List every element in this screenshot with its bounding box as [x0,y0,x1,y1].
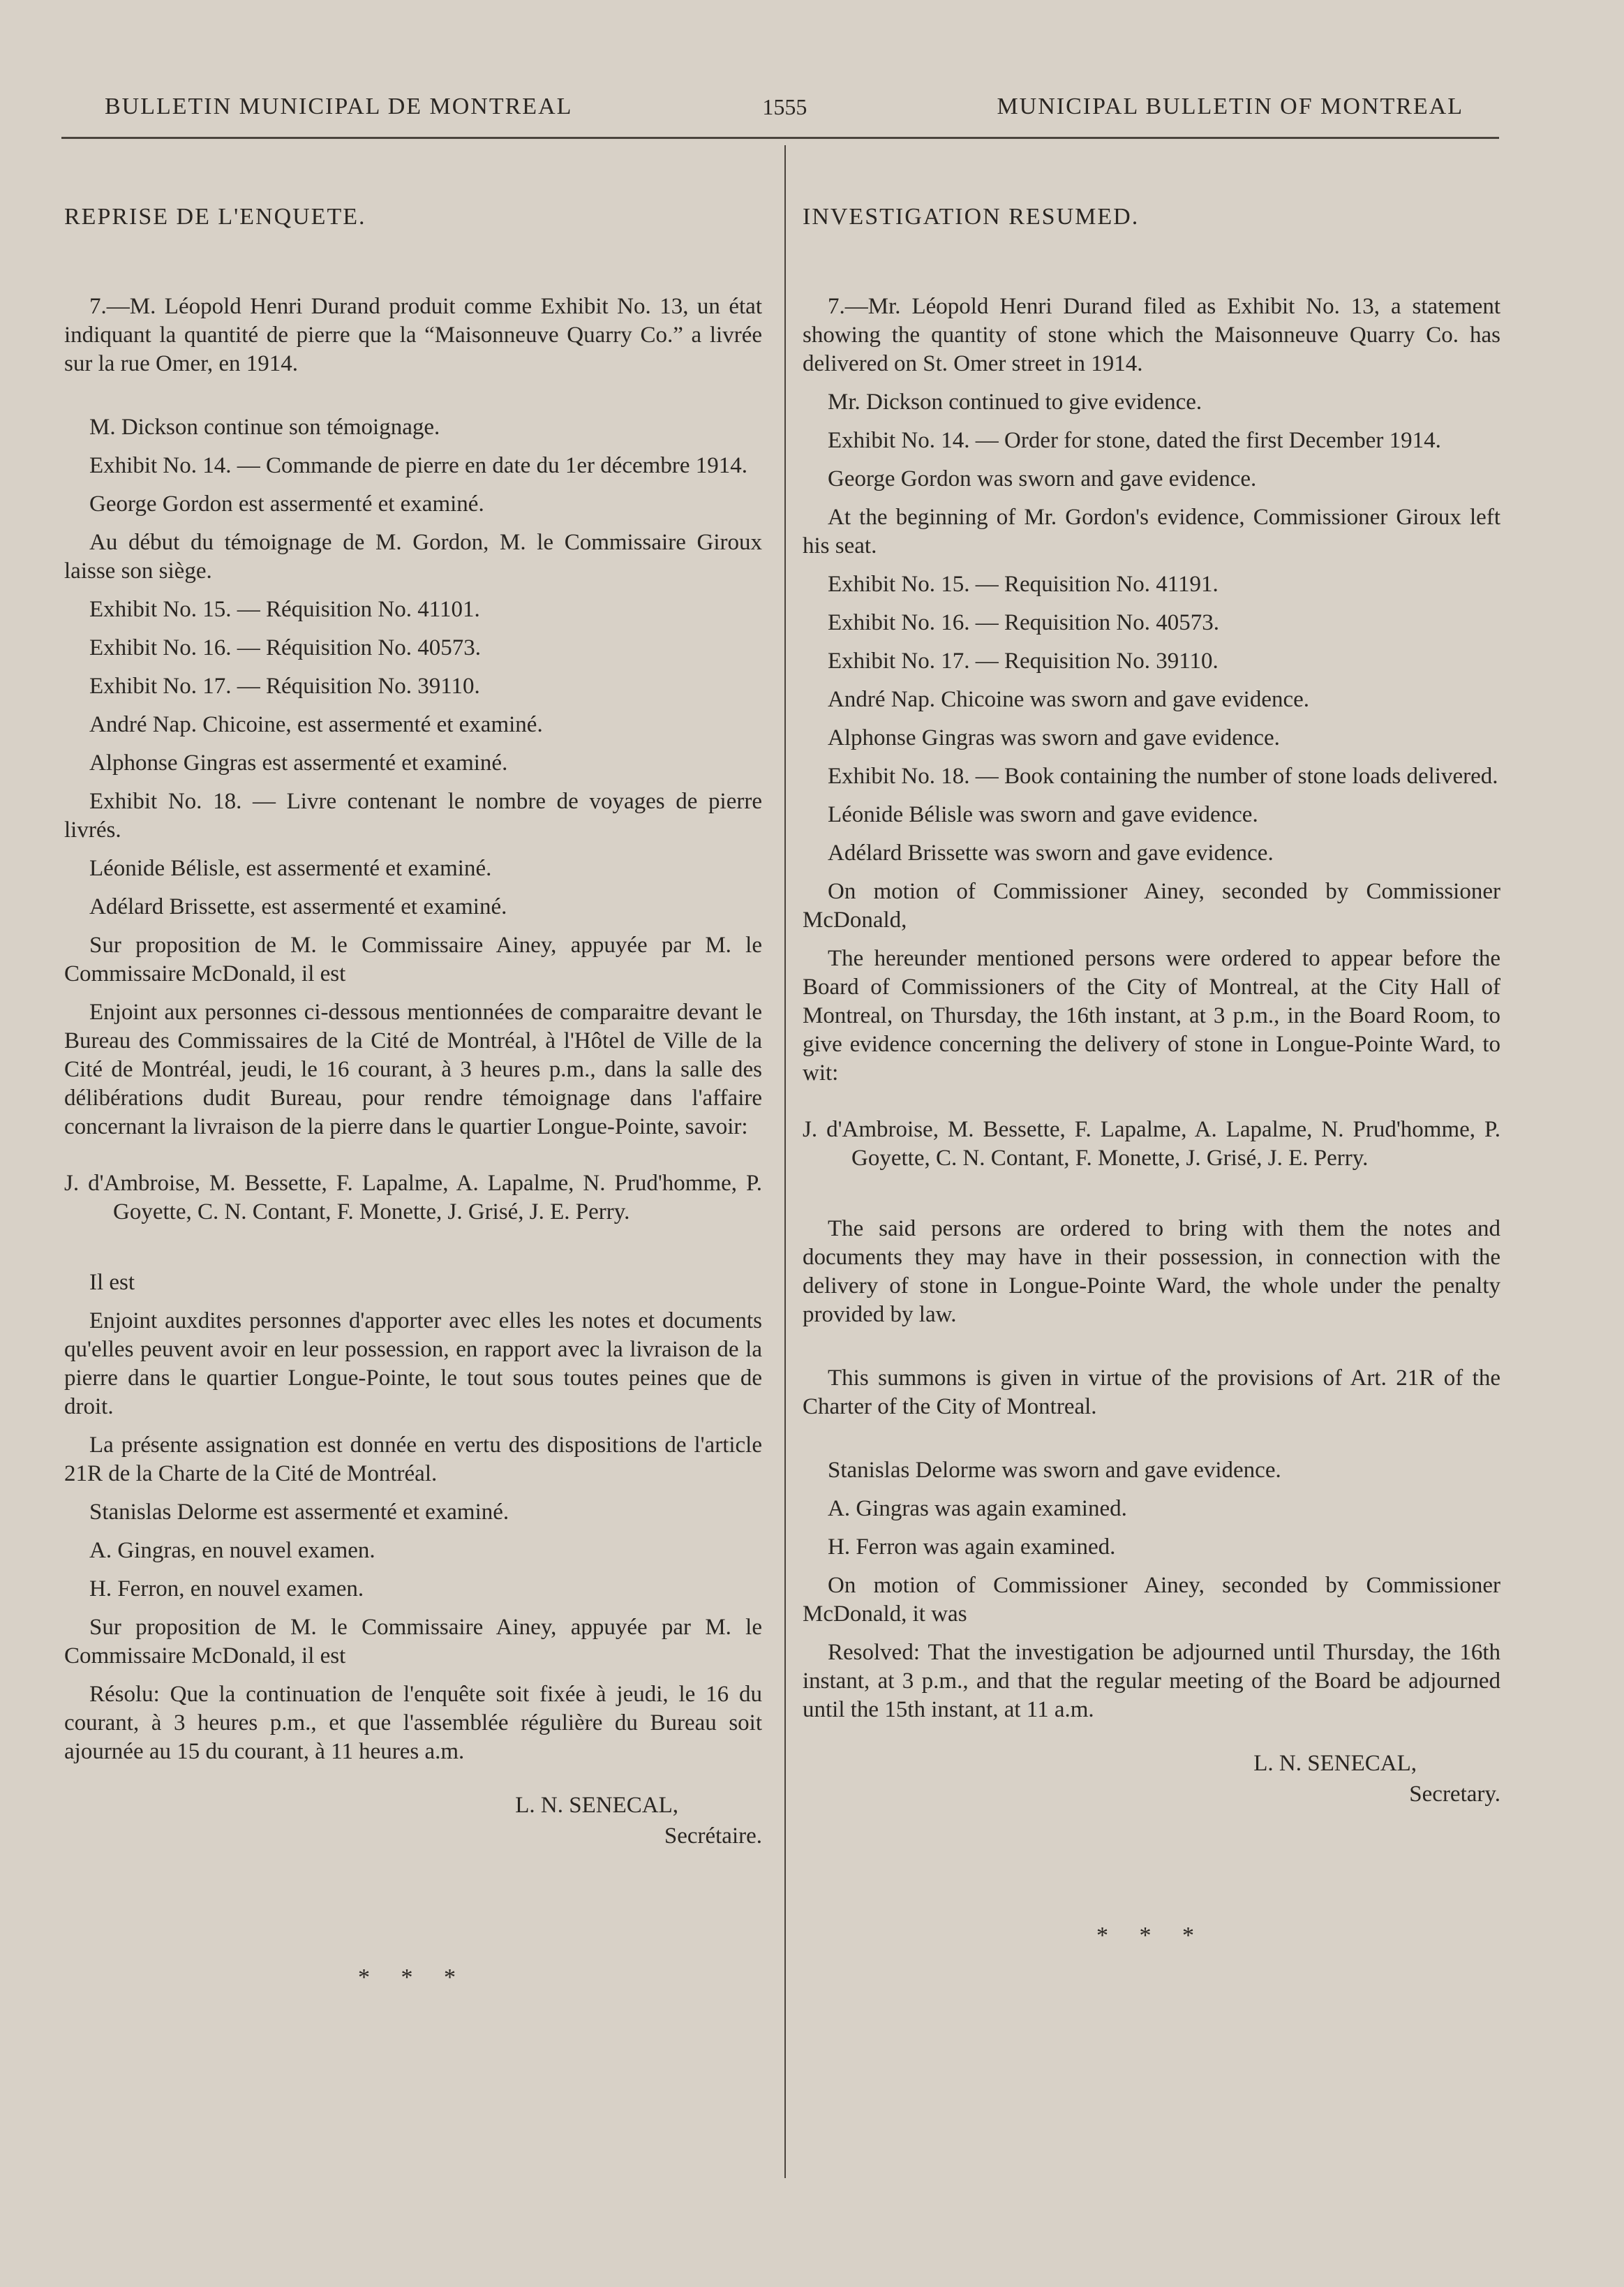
english-signature-name: L. N. SENECAL, [1253,1751,1417,1776]
french-paragraph: Sur proposition de M. le Commissaire Ainey, appuyée par M. le Commissaire McDonald, il est [64,933,762,986]
french-paragraph: Exhibit No. 15. — Réquisition No. 41101. [89,597,480,622]
english-paragraph: Alphonse Gingras was sworn and gave evidence. [828,725,1280,750]
header-french-title: BULLETIN MUNICIPAL DE MONTREAL [105,94,573,119]
english-column [803,202,1500,1950]
english-paragraph: On motion of Commissioner Ainey, seconded by Commissioner McDonald, it was [803,1573,1500,1627]
english-paragraph: André Nap. Chicoine was sworn and gave evidence. [828,687,1310,712]
english-signature [803,1748,1500,1809]
french-paragraph: Adélard Brissette, est assermenté et examiné. [89,894,507,919]
french-paragraph: Exhibit No. 18. — Livre contenant le nombre de voyages de pierre livrés. [64,789,762,843]
french-paragraph: Léonide Bélisle, est assermenté et examiné. [89,856,492,881]
header-english-title: MUNICIPAL BULLETIN OF MONTREAL [997,94,1463,119]
english-paragraph: The hereunder mentioned persons were ordered to appear before the Board of Commissioners of the City of Montreal, at the City Hall of Montreal, on Thursday, the 16th instant, at 3 p.m., in the Board Room, to give evidence concerning the delivery of stone in Longue-Pointe Ward, to wit: [803,946,1500,1086]
french-paragraph: Exhibit No. 16. — Réquisition No. 40573. [89,635,481,660]
french-paragraph: André Nap. Chicoine, est assermenté et examiné. [89,712,543,737]
french-paragraph: George Gordon est assermenté et examiné. [89,491,484,517]
french-paragraph: H. Ferron, en nouvel examen. [89,1576,364,1601]
english-paragraph: A. Gingras was again examined. [828,1496,1127,1521]
french-paragraph: La présente assignation est donnée en vertu des dispositions de l'article 21R de la Charte de la Cité de Montréal. [64,1433,762,1486]
french-section-title: REPRISE DE L'ENQUETE. [64,204,366,230]
french-section-end-stars: * * * [358,1964,468,1990]
english-names-list: J. d'Ambroise, M. Bessette, F. Lapalme, A. Lapalme, N. Prud'homme, P. Goyette, C. N. Contant, F. Monette, J. Grisé, J. E. Perry. [803,1117,1500,1171]
french-paragraph: Stanislas Delorme est assermenté et examiné. [89,1500,509,1525]
french-signature [64,1790,762,1851]
french-paragraph: Exhibit No. 14. — Commande de pierre en date du 1er décembre 1914. [89,453,747,478]
french-paragraph: Exhibit No. 17. — Réquisition No. 39110. [89,674,480,699]
french-paragraph: Au début du témoignage de M. Gordon, M. le Commissaire Giroux laisse son siège. [64,530,762,584]
french-paragraph: Sur proposition de M. le Commissaire Ainey, appuyée par M. le Commissaire McDonald, il est [64,1615,762,1668]
header-rule [61,137,1499,139]
english-paragraph: Mr. Dickson continued to give evidence. [828,390,1202,415]
french-names-list: J. d'Ambroise, M. Bessette, F. Lapalme, A. Lapalme, N. Prud'homme, P. Goyette, C. N. Contant, F. Monette, J. Grisé, J. E. Perry. [64,1171,762,1224]
english-paragraph: At the beginning of Mr. Gordon's evidence, Commissioner Giroux left his seat. [803,505,1500,558]
french-column [64,202,762,1992]
english-section-title: INVESTIGATION RESUMED. [803,204,1140,230]
english-paragraph: 7.—Mr. Léopold Henri Durand filed as Exhibit No. 13, a statement showing the quantity of stone which the Maisonneuve Quarry Co. has delivered on St. Omer street in 1914. [803,294,1500,376]
english-paragraph: On motion of Commissioner Ainey, seconded by Commissioner McDonald, [803,879,1500,933]
english-paragraph: Léonide Bélisle was sworn and gave evidence. [828,802,1258,827]
page-number: 1555 [762,94,807,119]
english-paragraph: Resolved: That the investigation be adjourned until Thursday, the 16th instant, at 3 p.m., and that the regular meeting of the Board be adjourned until the 15th instant, at 11 a.m. [803,1640,1500,1722]
french-paragraph: M. Dickson continue son témoignage. [89,415,440,440]
french-paragraph: 7.—M. Léopold Henri Durand produit comme Exhibit No. 13, un état indiquant la quantité de pierre que la “Maisonneuve Quarry Co.” a livrée sur la rue Omer, en 1914. [64,294,762,376]
french-paragraph: Résolu: Que la continuation de l'enquête soit fixée à jeudi, le 16 du courant, à 3 heures p.m., et que l'assemblée régulière du Bureau soit ajournée au 15 du courant, à 11 heures a.m. [64,1682,762,1764]
english-paragraph: Exhibit No. 15. — Requisition No. 41191. [828,572,1219,597]
french-paragraph: Enjoint auxdites personnes d'apporter avec elles les notes et documents qu'elles peuvent avoir en leur possession, en rapport avec la livraison de la pierre dans le quartier Longue-Pointe, le tout sous toutes peines que de droit. [64,1308,762,1419]
english-paragraph: George Gordon was sworn and gave evidence. [828,466,1257,491]
english-paragraph: Exhibit No. 16. — Requisition No. 40573. [828,610,1219,635]
english-paragraph: This summons is given in virtue of the provisions of Art. 21R of the Charter of the City of Montreal. [803,1365,1500,1419]
french-signature-title: Secrétaire. [664,1823,762,1849]
english-paragraph: Stanislas Delorme was sworn and gave evidence. [828,1458,1281,1483]
english-section-end-stars: * * * [1096,1923,1207,1948]
english-signature-title: Secretary. [1409,1782,1500,1807]
column-divider [784,145,786,2178]
english-paragraph: Exhibit No. 14. — Order for stone, dated the first December 1914. [828,428,1441,453]
english-paragraph: H. Ferron was again examined. [828,1534,1116,1560]
french-paragraph: Enjoint aux personnes ci-dessous mentionnées de comparaitre devant le Bureau des Commissaires de la Cité de Montréal, à l'Hôtel de Ville de la Cité de Montréal, jeudi, le 16 courant, à 3 heures p.m., dans la salle des délibérations dudit Bureau, pour rendre témoignage dans l'affaire concernant la livraison de la pierre dans le quartier Longue-Pointe, savoir: [64,1000,762,1139]
french-paragraph: Alphonse Gingras est assermenté et examiné. [89,750,508,776]
english-paragraph: The said persons are ordered to bring with them the notes and documents they may have in their possession, in connection with the delivery of stone in Longue-Pointe Ward, the whole under the penalty provided by law. [803,1216,1500,1327]
english-paragraph: Adélard Brissette was sworn and gave evidence. [828,841,1274,866]
french-paragraph: Il est [89,1270,135,1295]
english-paragraph: Exhibit No. 17. — Requisition No. 39110. [828,649,1219,674]
english-paragraph: Exhibit No. 18. — Book containing the number of stone loads delivered. [828,764,1498,789]
french-paragraph: A. Gingras, en nouvel examen. [89,1538,375,1563]
running-header [105,82,1463,131]
french-signature-name: L. N. SENECAL, [515,1793,678,1818]
